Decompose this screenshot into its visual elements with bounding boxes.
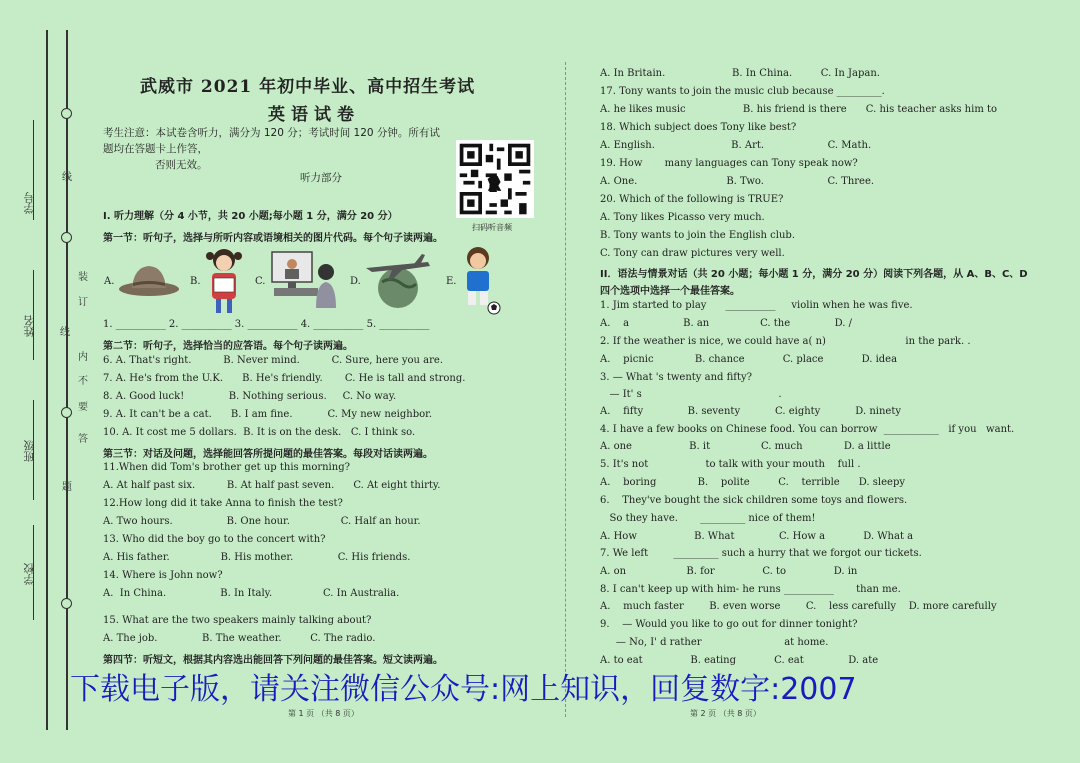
question-line: II．语法与情景对话（共 20 小题；每小题 1 分，满分 20 分）阅读下列各题，从 A、B、C、D [600, 269, 1028, 280]
exam-subtitle: 英语试卷 [268, 105, 360, 125]
question-line: 19. How many languages can Tony speak now? [600, 158, 858, 169]
question-line: 第三节：对话及问题，选择能回答所提问题的最佳答案。每段对话读两遍。 [103, 449, 433, 460]
question-line: A. At half past six. B. At half past seven. C. At eight thirty. [103, 480, 441, 491]
question-line: 18. Which subject does Tony like best? [600, 122, 797, 133]
binding-strip-word: 要 [78, 402, 88, 413]
question-line: 15. What are the two speakers mainly talking about? [103, 615, 372, 626]
question-line: A. boring B. polite C. terrible D. sleepy [600, 477, 905, 488]
question-line: A. How B. What C. How a D. What a [600, 531, 914, 542]
hat-picture [116, 259, 182, 299]
promo-banner: 下载电子版，请关注微信公众号:网上知识，回复数字:2007 [70, 672, 857, 707]
question-line: A. In Britain. B. In China. C. In Japan. [600, 68, 880, 79]
question-line: 13. Who did the boy go to the concert with? [103, 534, 326, 545]
binding-hole [61, 407, 72, 418]
question-line: I. 听力理解（分 4 小节，共 20 小题;每小题 1 分，满分 20 分） [103, 211, 398, 222]
listening-section-title: 听力部分 [300, 172, 342, 184]
video-call-picture [270, 250, 340, 310]
question-line: 12.How long did it take Anna to finish the test? [103, 498, 343, 509]
question-line: 第二节：听句子，选择恰当的应答语。每个句子读两遍。 [103, 341, 353, 352]
airplane-icon [362, 250, 434, 310]
question-line: C. Tony can draw pictures very well. [600, 248, 785, 259]
pic-label-e: E. [446, 276, 457, 287]
question-line: 4. I have a few books on Chinese food. You can borrow ___________ if you want. [600, 424, 1015, 435]
binding-line-inner [66, 30, 68, 730]
question-line: 3. — What 's twenty and fifty? [600, 372, 753, 383]
question-line: 5. It's not to talk with your mouth full . [600, 459, 861, 470]
pic-label-b: B. [190, 276, 201, 287]
question-line: A. picnic B. chance C. place D. idea [600, 354, 898, 365]
question-line: So they have. _________ nice of them! [600, 513, 816, 524]
question-line: 14. Where is John now? [103, 570, 223, 581]
question-line: A. he likes music B. his friend is there C. his teacher asks him to [600, 104, 998, 115]
binding-strip-word: 答 [78, 434, 88, 445]
binding-label-class: 班级 [23, 440, 36, 462]
qr-caption: 扫码听音频 [472, 223, 512, 232]
question-line: A. In China. B. In Italy. C. In Australia. [103, 588, 400, 599]
question-line: — It' s . [600, 389, 782, 400]
question-line: 7. A. He's from the U.K. B. He's friendly. C. He is tall and strong. [103, 373, 466, 384]
binding-strip-word: 不 [78, 376, 88, 387]
binding-line-outer [46, 30, 48, 730]
question-line: — No, I' d rather at home. [600, 637, 829, 648]
binding-strip-word: 题 [62, 482, 72, 493]
binding-label-student-id: 学号 [23, 192, 36, 214]
question-line: 1. __________ 2. __________ 3. __________ 4. __________ 5. __________ [103, 319, 430, 330]
soccer-player-icon [458, 244, 502, 316]
binding-hole [61, 232, 72, 243]
question-line: B. Tony wants to join the English club. [600, 230, 795, 241]
question-line: A. One. B. Two. C. Three. [600, 176, 875, 187]
question-line: A. Two hours. B. One hour. C. Half an hour. [103, 516, 421, 527]
binding-strip-word: 装 [78, 272, 88, 283]
question-line: 6. They've bought the sick children some toys and flowers. [600, 495, 908, 506]
binding-hole [61, 108, 72, 119]
binding-label-school: 学校 [23, 563, 36, 585]
binding-strip-word: 内 [78, 352, 88, 363]
computer-icon [270, 250, 340, 310]
question-line: 8. I can't keep up with him- he runs __________ than me. [600, 584, 901, 595]
question-line: 9. — Would you like to go out for dinner tonight? [600, 619, 858, 630]
binding-seal-word: 线 [62, 172, 72, 183]
qr-code[interactable] [456, 140, 534, 218]
question-line: A. one B. it C. much D. a little [600, 441, 891, 452]
question-line: 11.When did Tom's brother get up this morning? [103, 462, 350, 473]
page-footer-left: 第 1 页 （共 8 页） [288, 709, 359, 718]
notice-line: 否则无效。 [155, 159, 208, 171]
question-line: A. English. B. Art. C. Math. [600, 140, 872, 151]
question-line: 9. A. It can't be a cat. B. I am fine. C. My new neighbor. [103, 409, 432, 420]
question-line: 第一节：听句子，选择与所听内容或语境相关的图片代码。每个句子读两遍。 [103, 233, 443, 244]
candidate-notice [103, 125, 448, 173]
question-line: 20. Which of the following is TRUE? [600, 194, 784, 205]
binding-strip-word: 订 [78, 297, 88, 308]
qr-code-icon [456, 140, 534, 218]
question-line: 2. If the weather is nice, we could have a( n) in the park. . [600, 336, 971, 347]
question-line: A. a B. an C. the D. / [600, 318, 853, 329]
question-line: 10. A. It cost me 5 dollars. B. It is on the desk. C. I think so. [103, 427, 416, 438]
page-footer-right: 第 2 页 （共 8 页） [690, 709, 761, 718]
pic-label-c: C. [255, 276, 266, 287]
question-line: A. fifty B. seventy C. eighty D. ninety [600, 406, 901, 417]
binding-label-name: 姓名 [23, 315, 36, 337]
question-line: 第四节：听短文，根据其内容选出能回答下列问题的最佳答案。短文读两遍。 [103, 655, 443, 666]
question-line: A. much faster B. even worse C. less carefully D. more carefully [600, 601, 997, 612]
airplane-globe-picture [362, 250, 434, 310]
boy-soccer-picture [458, 244, 502, 316]
question-line: A. to eat B. eating C. eat D. ate [600, 655, 879, 666]
question-line: A. His father. B. His mother. C. His friends. [103, 552, 411, 563]
question-line: 6. A. That's right. B. Never mind. C. Sure, here you are. [103, 355, 444, 366]
question-line: 1. Jim started to play __________ violin when he was five. [600, 300, 913, 311]
binding-strip-word: 线 [60, 327, 70, 338]
question-line: 7. We left _________ such a hurry that we forgot our tickets. [600, 548, 922, 559]
question-line: A. Tony likes Picasso very much. [600, 212, 765, 223]
girl-reading-icon [202, 244, 246, 316]
exam-title: 武威市 2021 年初中毕业、高中招生考试 [140, 77, 476, 97]
pic-label-a: A. [104, 276, 115, 287]
column-divider [565, 62, 566, 717]
girl-reading-picture [202, 244, 246, 316]
hat-icon [116, 259, 182, 299]
notice-line: 考生注意：本试卷含听力，满分为 120 分；考试时间 120 分钟。所有试题均在答题卡上作答， [103, 127, 440, 155]
question-line: A. on B. for C. to D. in [600, 566, 858, 577]
pic-label-d: D. [350, 276, 361, 287]
question-line: 17. Tony wants to join the music club because _________. [600, 86, 885, 97]
question-line: 8. A. Good luck! B. Nothing serious. C. No way. [103, 391, 397, 402]
question-line: 四个选项中选择一个最佳答案。 [600, 286, 740, 297]
question-line: A. The job. B. The weather. C. The radio. [103, 633, 376, 644]
binding-hole [61, 598, 72, 609]
